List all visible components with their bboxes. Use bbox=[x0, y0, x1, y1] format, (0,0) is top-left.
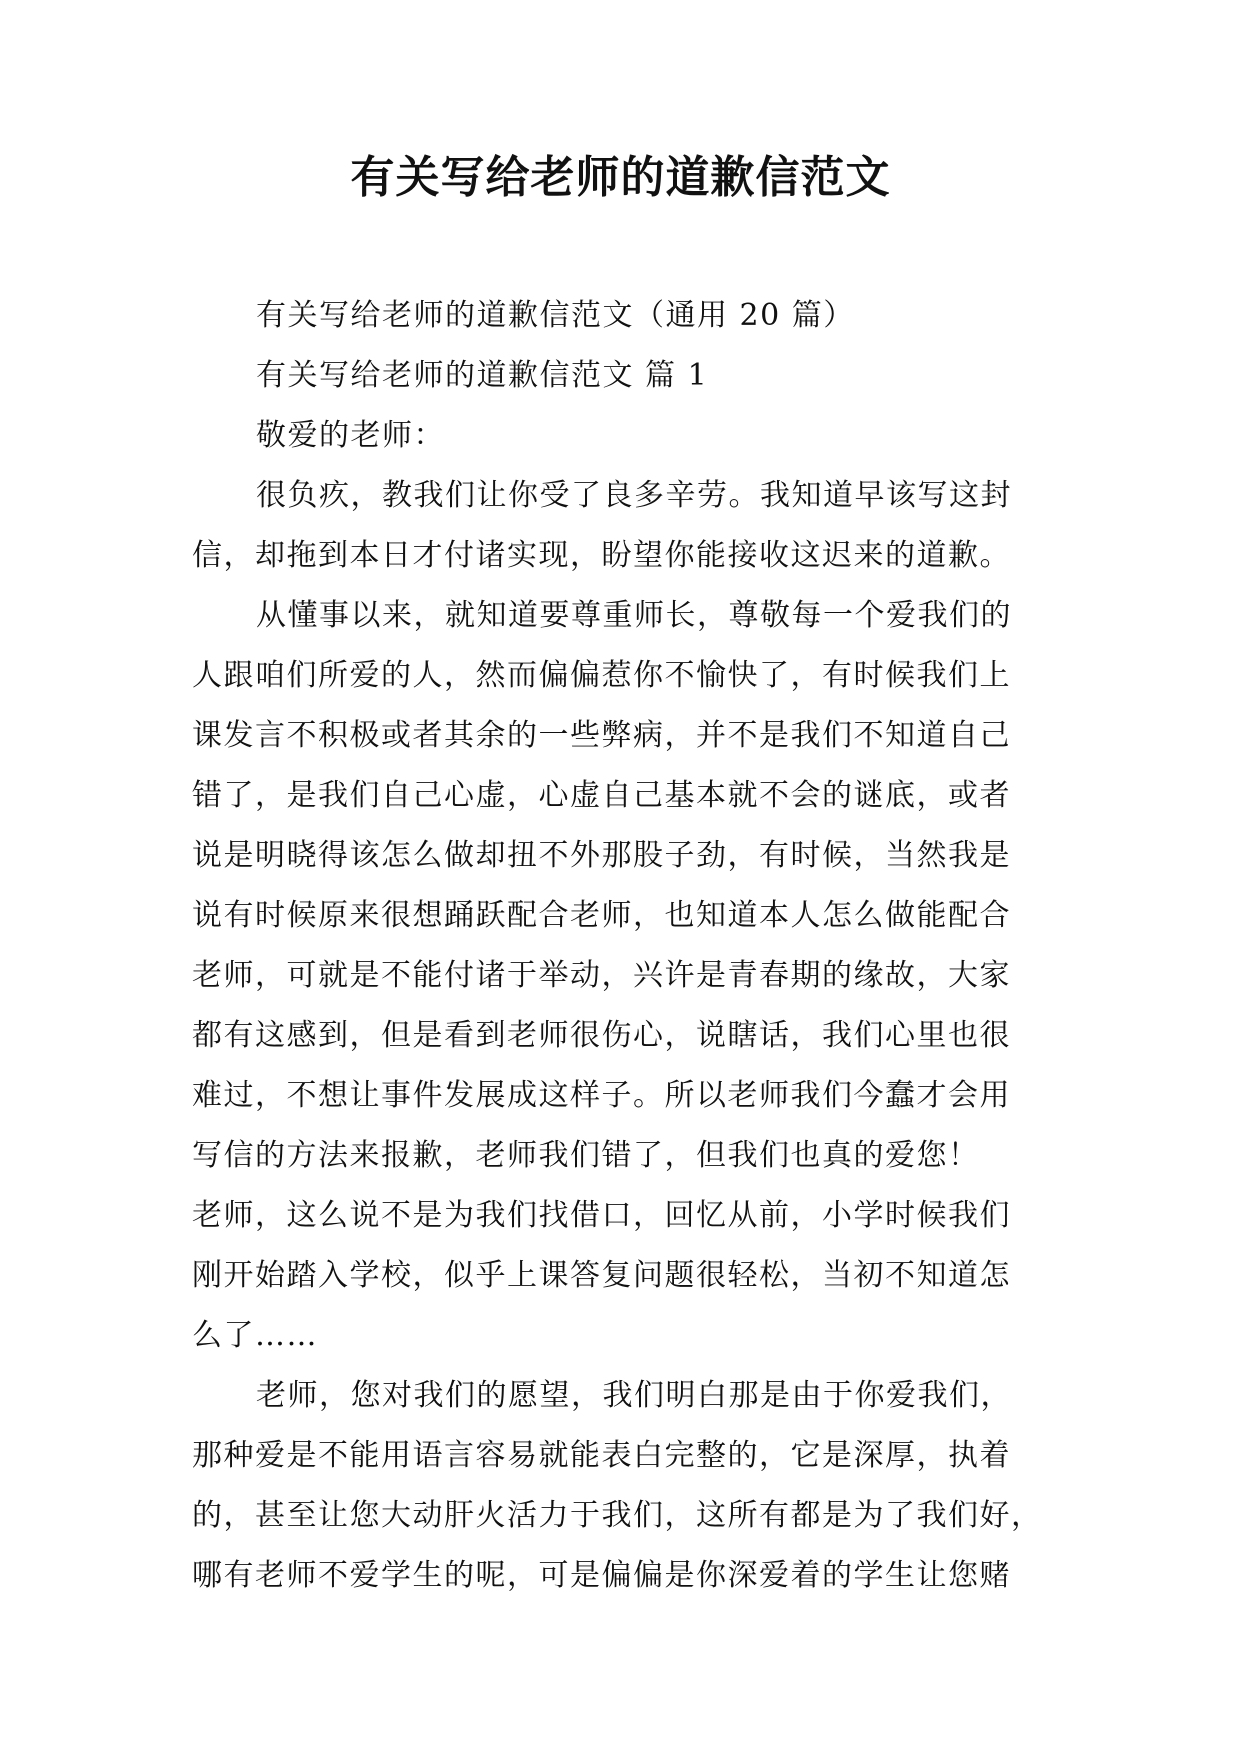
paragraph-line: 的，甚至让您大动肝火活力于我们，这所有都是为了我们好， bbox=[192, 1498, 1043, 1533]
paragraph-line: 老师，您对我们的愿望，我们明白那是由于你爱我们， bbox=[256, 1378, 1012, 1413]
paragraph-line: 老师，这么说不是为我们找借口，回忆从前，小学时候我们 bbox=[192, 1198, 1011, 1233]
paragraph-line: 很负疚，教我们让你受了良多辛劳。我知道早该写这封 bbox=[256, 478, 1012, 513]
paragraph-line: 有关写给老师的道歉信范文（通用 20 篇） bbox=[256, 298, 855, 333]
paragraph-line: 老师，可就是不能付诸于举动，兴许是青春期的缘故，大家 bbox=[192, 958, 1011, 993]
paragraph-line: 写信的方法来报歉，老师我们错了，但我们也真的爱您！ bbox=[192, 1138, 980, 1173]
paragraph-line: 课发言不积极或者其余的一些弊病，并不是我们不知道自己 bbox=[192, 718, 1011, 753]
paragraph-line: 刚开始踏入学校，似乎上课答复问题很轻松，当初不知道怎 bbox=[192, 1258, 1011, 1293]
paragraph-line: 错了，是我们自己心虚，心虚自己基本就不会的谜底，或者 bbox=[192, 778, 1011, 813]
paragraph-line: 有关写给老师的道歉信范文 篇 1 bbox=[256, 358, 709, 393]
paragraph-line: 信，却拖到本日才付诸实现，盼望你能接收这迟来的道歉。 bbox=[192, 538, 1011, 573]
paragraph-line: 说有时候原来很想踊跃配合老师，也知道本人怎么做能配合 bbox=[192, 898, 1011, 933]
paragraph-line: 说是明晓得该怎么做却扭不外那股子劲，有时候，当然我是 bbox=[192, 838, 1011, 873]
paragraph-line: 哪有老师不爱学生的呢，可是偏偏是你深爱着的学生让您赌 bbox=[192, 1558, 1011, 1593]
paragraph-line: 从懂事以来，就知道要尊重师长，尊敬每一个爱我们的 bbox=[256, 598, 1012, 633]
document-body bbox=[192, 286, 1072, 1606]
paragraph-line: 人跟咱们所爱的人，然而偏偏惹你不愉快了，有时候我们上 bbox=[192, 658, 1011, 693]
paragraph-line: 么了…… bbox=[192, 1318, 318, 1353]
document-title: 有关写给老师的道歉信范文 bbox=[350, 152, 891, 203]
paragraph-line: 敬爱的老师： bbox=[256, 418, 445, 453]
paragraph-line: 都有这感到，但是看到老师很伤心，说瞎话，我们心里也很 bbox=[192, 1018, 1011, 1053]
paragraph-line: 难过，不想让事件发展成这样子。所以老师我们今蠢才会用 bbox=[192, 1078, 1011, 1113]
paragraph-line: 那种爱是不能用语言容易就能表白完整的，它是深厚，执着 bbox=[192, 1438, 1011, 1473]
